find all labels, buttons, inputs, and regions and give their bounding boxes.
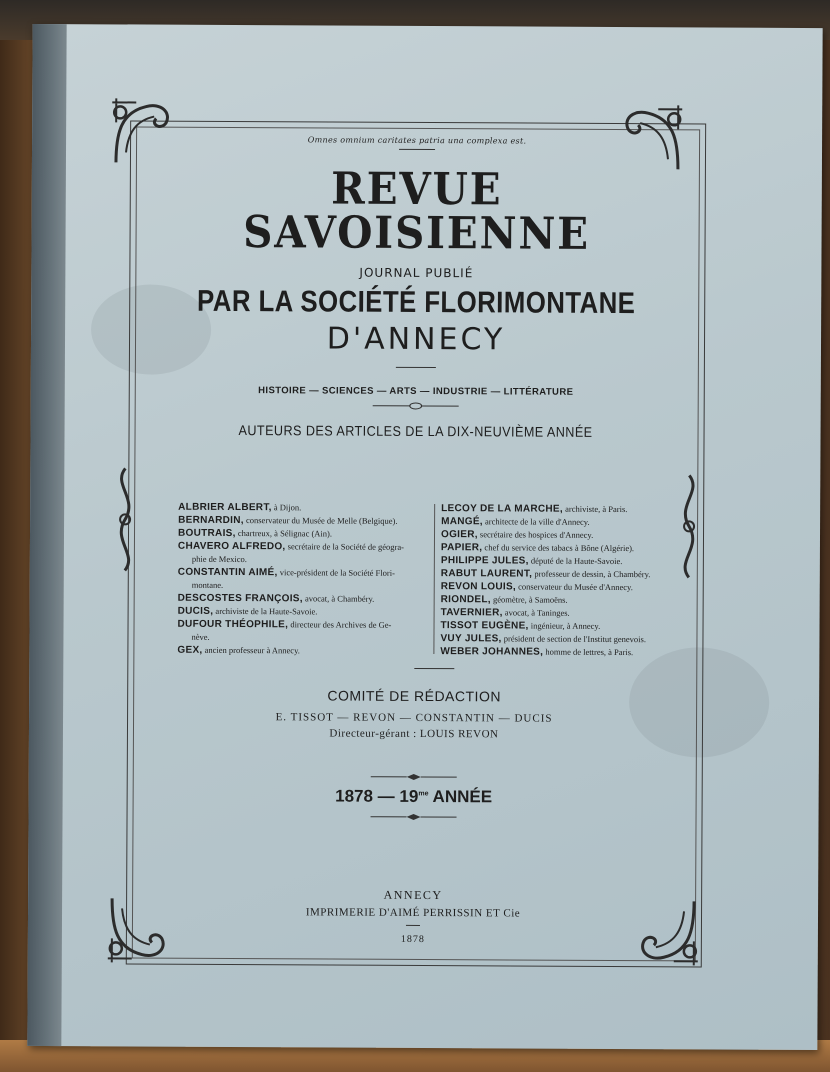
author-entry [441, 528, 688, 542]
authors-section [132, 126, 698, 959]
author-description: archiviste, à Paris. [562, 503, 628, 515]
author-description: conservateur du Musée de Melle (Belgique). [243, 515, 398, 526]
author-description: phie de Mexico. [191, 553, 247, 565]
year-section [133, 771, 695, 822]
author-name: ALBRIER ALBERT, [178, 501, 272, 514]
committee-members: E. TISSOT — REVON — CONSTANTIN — DUCIS [275, 711, 553, 725]
author-entry [441, 567, 688, 581]
year-ordinal: me [418, 790, 429, 798]
journal-title: REVUE SAVOISIENNE [243, 163, 591, 260]
author-name: OGIER, [440, 529, 478, 541]
author-entry [178, 605, 425, 619]
author-description: président de section de l'Institut genevois. [501, 633, 647, 645]
author-description: archiviste de la Haute-Savoie. [213, 605, 318, 617]
author-name: VUY JULES, [440, 633, 502, 645]
author-entry [440, 632, 687, 646]
author-name: LECOY DE LA MARCHE, [441, 503, 564, 515]
author-entry [441, 606, 688, 620]
journal-subtitle: JOURNAL PUBLIÉ [359, 265, 474, 281]
author-description: architecte de la ville d'Annecy. [482, 516, 590, 527]
author-name: GEX, [177, 644, 203, 656]
author-entry [441, 554, 688, 568]
committee-heading: COMITÉ DE RÉDACTION [327, 687, 502, 705]
author-name: CHAVERO ALFREDO, [177, 540, 286, 553]
authors-left-column [177, 501, 425, 658]
author-description: nève. [191, 631, 210, 642]
year-suffix: ANNÉE [428, 787, 493, 807]
author-description: député de la Haute-Savoie. [528, 555, 623, 567]
author-entry [178, 618, 425, 632]
imprint-year: 1878 [400, 933, 425, 946]
author-entry [178, 527, 425, 541]
society-city: D'ANNECY [326, 321, 506, 358]
authors-columns [177, 501, 688, 660]
author-name: PAPIER, [440, 542, 483, 554]
year-main: 1878 — 19 [335, 786, 419, 806]
cover-spine [27, 24, 66, 1046]
author-entry [178, 514, 425, 528]
committee-section [133, 686, 695, 741]
author-entry [441, 515, 688, 529]
author-description: à Dijon. [271, 502, 302, 513]
author-name: TISSOT EUGÈNE, [440, 620, 529, 632]
author-name: TAVERNIER, [440, 607, 503, 619]
authors-right-column [424, 502, 688, 659]
author-name: DUFOUR THÉOPHILE, [177, 618, 289, 631]
author-description: avocat, à Taninges. [502, 607, 570, 618]
imprint-city: ANNECY [383, 887, 443, 903]
author-entry [178, 566, 425, 580]
author-name: MANGÉ, [441, 516, 483, 528]
author-name: REVON LOUIS, [440, 581, 517, 593]
author-name: CONSTANTIN AIMÉ, [177, 566, 278, 579]
author-entry [441, 541, 688, 555]
volume-year [133, 785, 695, 808]
author-name: RABUT LAURENT, [440, 568, 533, 580]
author-name: RIONDEL, [440, 594, 491, 606]
flourish-icon [369, 813, 459, 821]
authors-heading: AUTEURS DES ARTICLES DE LA DIX-NEUVIÈME ANNÉE [238, 422, 593, 440]
imprint-printer: IMPRIMERIE D'AIMÉ PERRISSIN ET Cie [305, 906, 521, 920]
author-description: secrétaire de la Société de géogra- [285, 541, 405, 552]
author-name: BERNARDIN, [178, 514, 244, 527]
author-name: DUCIS, [177, 605, 214, 617]
divider [406, 925, 420, 926]
imprint-section [132, 886, 694, 946]
author-name: WEBER JOHANNES, [440, 646, 544, 658]
divider [414, 668, 454, 669]
author-entry [441, 580, 688, 594]
author-description: directeur des Archives de Ge- [288, 619, 392, 630]
author-description: conservateur du Musée d'Annecy. [515, 581, 633, 593]
author-entry [178, 579, 425, 593]
author-description: secrétaire des hospices d'Annecy. [477, 529, 594, 540]
director-line: Directeur-gérant : LOUIS REVON [329, 727, 499, 741]
author-description: professeur de dessin, à Chambéry. [532, 568, 651, 580]
society-name: PAR LA SOCIÉTÉ FLORIMONTANE [197, 284, 636, 321]
author-description: montane. [191, 579, 224, 590]
author-description: vice-président de la Société Flori- [277, 567, 395, 578]
author-name: BOUTRAIS, [177, 527, 236, 540]
author-entry [441, 593, 688, 607]
author-description: homme de lettres, à Paris. [543, 646, 634, 658]
author-entry [441, 502, 688, 516]
author-entry [178, 592, 425, 606]
author-description: géomètre, à Samoëns. [490, 594, 568, 605]
author-description: ancien professeur à Annecy. [202, 644, 300, 656]
author-entry [177, 631, 424, 645]
author-entry [440, 645, 687, 659]
author-entry [178, 553, 425, 567]
author-description: ingénieur, à Annecy. [528, 620, 601, 631]
journal-cover [27, 24, 822, 1050]
author-entry [441, 619, 688, 633]
author-name: DESCOSTES FRANÇOIS, [177, 592, 303, 605]
author-entry [178, 540, 425, 554]
author-description: avocat, à Chambéry. [302, 593, 375, 604]
author-name: PHILIPPE JULES, [440, 555, 529, 567]
flourish-icon [369, 773, 459, 781]
author-description: chartreux, à Sélignac (Ain). [235, 528, 333, 539]
motto: Omnes omnium caritates patria una complexa est. [307, 135, 527, 146]
topics-line: HISTOIRE — SCIENCES — ARTS — INDUSTRIE — LITTÉRATURE [258, 385, 574, 398]
author-description: chef du service des tabacs à Bône (Algérie). [482, 542, 635, 554]
author-entry [177, 644, 424, 658]
author-entry [178, 501, 425, 515]
